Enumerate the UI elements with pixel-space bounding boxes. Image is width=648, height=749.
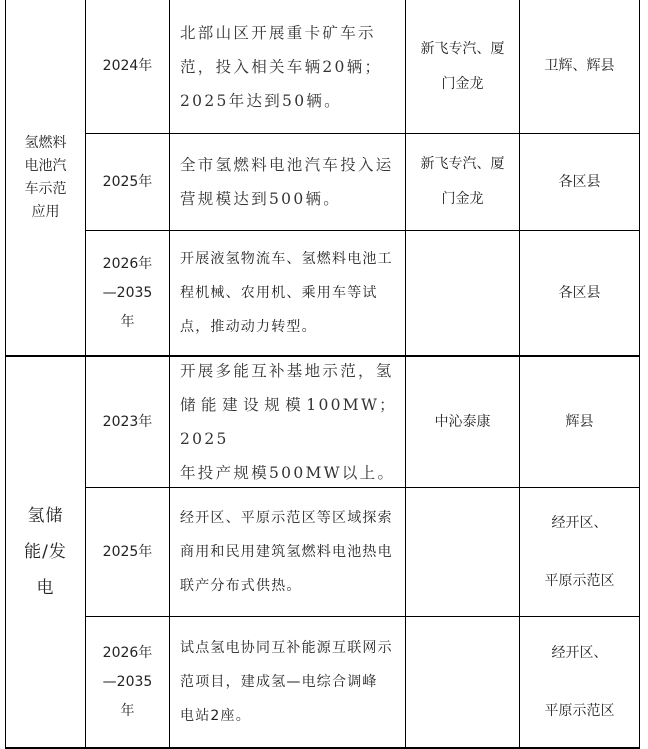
area-cell xyxy=(520,617,639,747)
enterprise-text: 新飞专汽、厦 门金龙 xyxy=(420,156,505,207)
area-text: 经开区、 平原示范区 xyxy=(544,645,615,719)
year-cell xyxy=(86,231,169,355)
year-label: 2024年 xyxy=(102,58,153,74)
description-cell xyxy=(170,357,405,487)
year-label: 2026年 —2035 年 xyxy=(102,255,153,330)
description-cell xyxy=(170,0,405,133)
description-text: 北部山区开展重卡矿车示 范，投入相关车辆20辆； 2025年达到50辆。 xyxy=(180,23,383,110)
enterprise-cell xyxy=(406,617,519,747)
area-cell xyxy=(520,0,639,133)
enterprise-cell xyxy=(406,488,519,616)
enterprise-cell xyxy=(406,134,519,230)
area-cell xyxy=(520,488,639,616)
description-text: 开展液氢物流车、氢燃料电池工 程机械、农用机、乘用车等试 点，推动动力转型。 xyxy=(180,251,393,335)
area-text: 卫辉、辉县 xyxy=(544,58,615,74)
category-label: 氢燃料 电池汽 车示范 应用 xyxy=(24,134,67,220)
area-text: 各区县 xyxy=(558,173,601,190)
year-label: 2023年 xyxy=(102,413,153,430)
description-cell xyxy=(170,617,405,747)
year-cell xyxy=(86,0,169,133)
year-label: 2026年 —2035 年 xyxy=(102,644,153,719)
category-cell xyxy=(6,0,85,355)
enterprise-cell xyxy=(406,357,519,487)
enterprise-text: 中沁泰康 xyxy=(434,413,491,430)
area-text: 经开区、 平原示范区 xyxy=(544,515,615,589)
area-text: 辉县 xyxy=(565,413,594,430)
description-cell xyxy=(170,488,405,616)
description-text: 经开区、平原示范区等区域探索 商用和民用建筑氢燃料电池热电 联产分布式供热。 xyxy=(180,510,393,594)
year-label: 2025年 xyxy=(102,173,153,190)
description-text: 全市氢燃料电池汽车投入运 营规模达到500辆。 xyxy=(180,156,394,208)
year-cell xyxy=(86,134,169,230)
year-cell xyxy=(86,617,169,747)
description-text: 开展多能互补基地示范，氢 储能建设规模100MW；2025 年投产规模500MW以上。 xyxy=(180,362,397,482)
year-cell xyxy=(86,357,169,487)
description-cell xyxy=(170,134,405,230)
description-cell xyxy=(170,231,405,355)
area-cell xyxy=(520,231,639,355)
category-cell xyxy=(6,357,85,747)
area-cell xyxy=(520,134,639,230)
year-label: 2025年 xyxy=(102,543,153,560)
enterprise-cell xyxy=(406,231,519,355)
category-label: 氢储 能/发 电 xyxy=(24,506,67,598)
area-cell xyxy=(520,357,639,487)
enterprise-text: 新飞专汽、厦 门金龙 xyxy=(420,40,505,92)
area-text: 各区县 xyxy=(558,284,601,301)
description-text: 试点氢电协同互补能源互联网示 范项目，建成氢—电综合调峰 电站2座。 xyxy=(180,640,393,724)
year-cell xyxy=(86,488,169,616)
enterprise-cell xyxy=(406,0,519,133)
table-border-right xyxy=(639,0,640,749)
